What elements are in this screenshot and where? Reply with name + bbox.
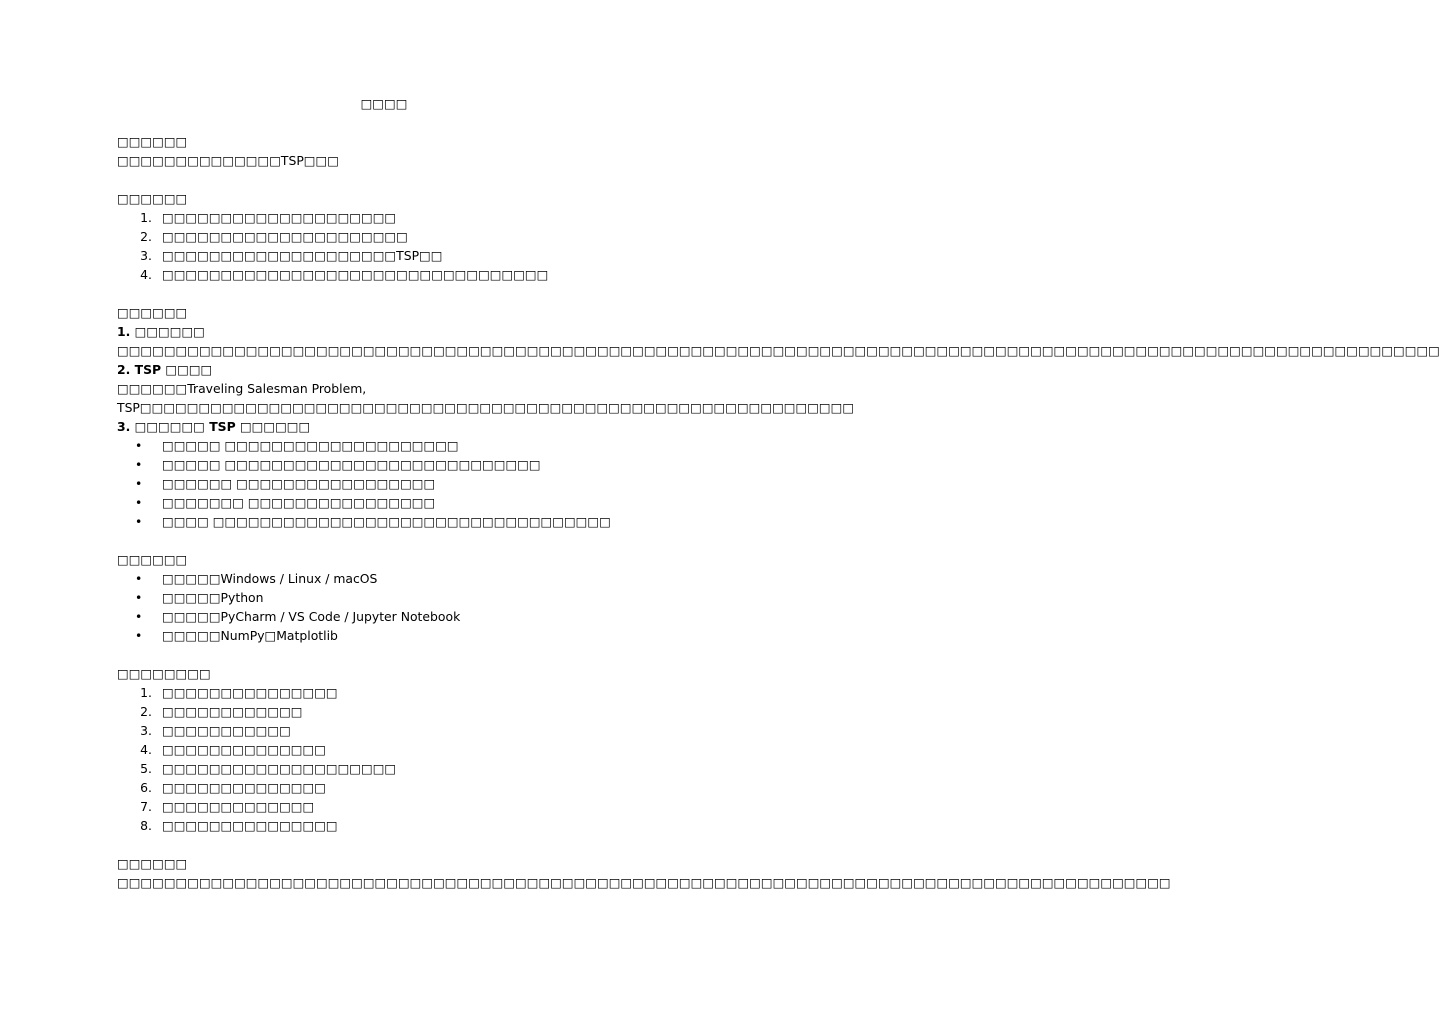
document-body <box>117 132 1440 892</box>
list-item: • □□□□□PyCharm / VS Code / Jupyter Notebook <box>135 609 461 624</box>
list-item: 4. □□□□□□□□□□□□□□ <box>140 742 326 757</box>
spacer <box>117 835 657 854</box>
spacer <box>117 531 657 550</box>
section-text-purpose: □□□□□□□□□□□□□□TSP□□□ <box>117 153 339 168</box>
section-heading-requirements: □□□□□□ <box>117 191 188 206</box>
principles-bullet-list <box>117 436 657 531</box>
steps-list <box>117 683 657 835</box>
list-item: 2. □□□□□□□□□□□□□□□□□□□□□ <box>140 229 408 244</box>
subsection-heading-2: 2. TSP □□□□ <box>117 362 213 377</box>
list-item: • □□□□□ □□□□□□□□□□□□□□□□□□□□ <box>135 438 459 453</box>
section-heading-environment: □□□□□□ <box>117 552 188 567</box>
list-item: 4. □□□□□□□□□□□□□□□□□□□□□□□□□□□□□□□□□ <box>140 267 549 282</box>
spacer <box>117 645 657 664</box>
list-item: • □□□□□Windows / Linux / macOS <box>135 571 378 586</box>
section-heading-steps: □□□□□□□□ <box>117 666 211 681</box>
list-item: 5. □□□□□□□□□□□□□□□□□□□□ <box>140 761 397 776</box>
requirements-list <box>117 208 657 284</box>
list-item: 1. □□□□□□□□□□□□□□□□□□□□ <box>140 210 397 225</box>
list-item: 3. □□□□□□□□□□□□□□□□□□□□TSP□□ <box>140 248 443 263</box>
list-item: • □□□□□□□ □□□□□□□□□□□□□□□□ <box>135 495 436 510</box>
subsection-text-1: □□□□□□□□□□□□□□□□□□□□□□□□□□□□□□□□□□□□□□□□□□□□□□□□□□□□□□□□□□□□□□□□□□□□□□□□□□□□□□□□□□□□□□□□□□□□□□□□□□□□□□□□□□□□□□□□□ <box>117 343 1440 358</box>
list-item: 8. □□□□□□□□□□□□□□□ <box>140 818 338 833</box>
list-item: 7. □□□□□□□□□□□□□ <box>140 799 315 814</box>
list-item: 6. □□□□□□□□□□□□□□ <box>140 780 326 795</box>
list-item: • □□□□□Python <box>135 590 264 605</box>
subsection-text-2: □□□□□□Traveling Salesman Problem, TSP□□□□□□□□□□□□□□□□□□□□□□□□□□□□□□□□□□□□□□□□□□□□□□□□□□□□□□□□□□□□□ <box>117 381 855 415</box>
list-item: • □□□□□ □□□□□□□□□□□□□□□□□□□□□□□□□□□ <box>135 457 541 472</box>
spacer <box>117 170 657 189</box>
spacer <box>117 284 657 303</box>
section-heading-purpose: □□□□□□ <box>117 134 188 149</box>
list-item: • □□□□□NumPy□Matplotlib <box>135 628 338 643</box>
subsection-heading-3: 3. □□□□□□ TSP □□□□□□ <box>117 419 311 434</box>
section-heading-results: □□□□□□ <box>117 856 188 871</box>
list-item: 1. □□□□□□□□□□□□□□□ <box>140 685 338 700</box>
list-item: 3. □□□□□□□□□□□ <box>140 723 291 738</box>
list-item: 2. □□□□□□□□□□□□ <box>140 704 303 719</box>
section-text-results: □□□□□□□□□□□□□□□□□□□□□□□□□□□□□□□□□□□□□□□□□□□□□□□□□□□□□□□□□□□□□□□□□□□□□□□□□□□□□□□□□□□□□□□□□□ <box>117 875 1171 890</box>
list-item: • □□□□ □□□□□□□□□□□□□□□□□□□□□□□□□□□□□□□□□□ <box>135 514 611 529</box>
document-title: □□□□ <box>360 96 408 111</box>
section-heading-principles: □□□□□□ <box>117 305 188 320</box>
subsection-heading-1: 1. □□□□□□ <box>117 324 205 339</box>
list-item: • □□□□□□ □□□□□□□□□□□□□□□□□ <box>135 476 436 491</box>
environment-bullet-list <box>117 569 657 645</box>
